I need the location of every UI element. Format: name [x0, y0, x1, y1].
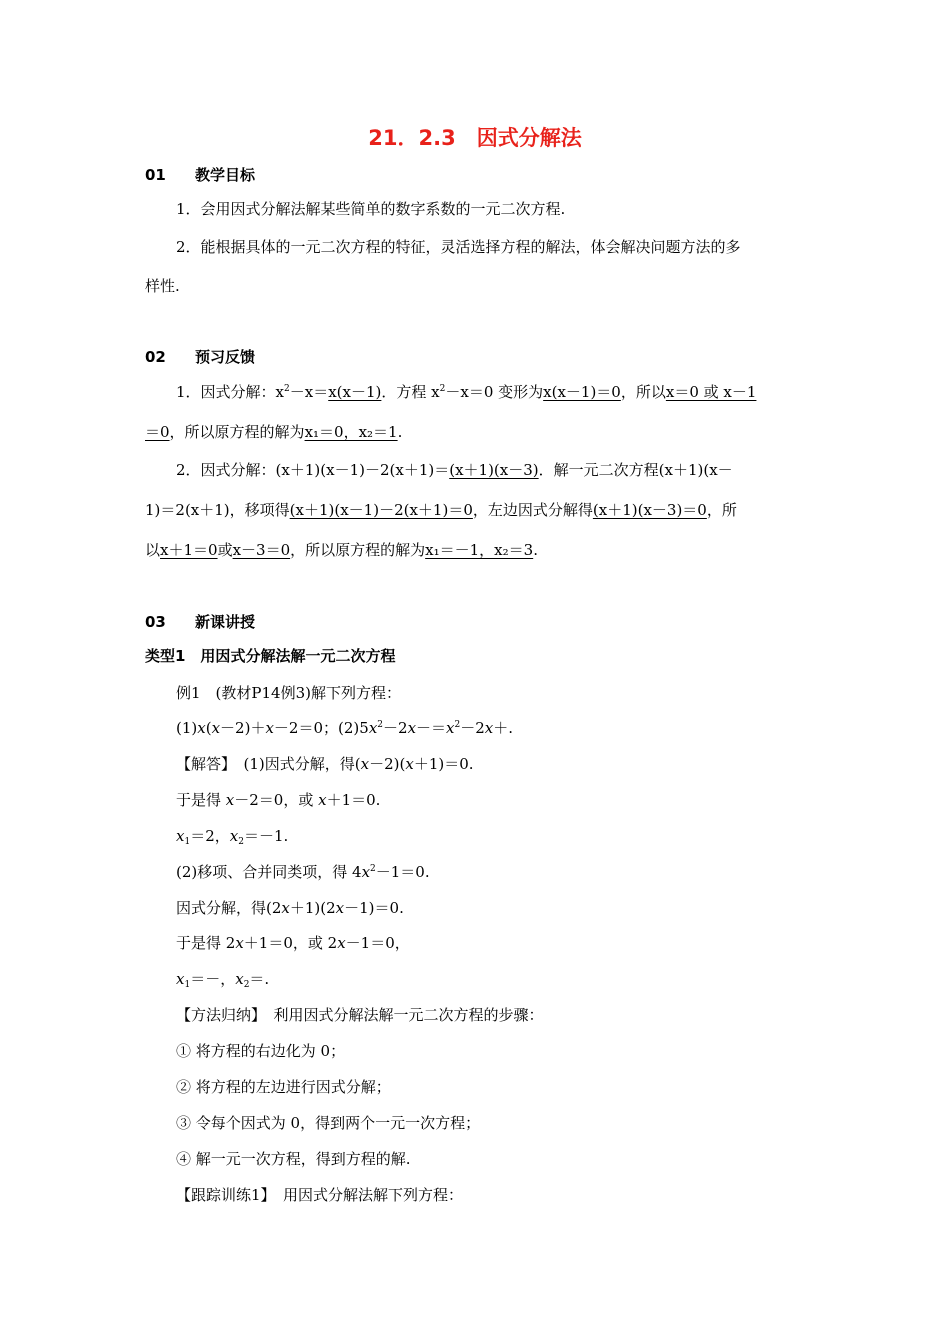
section-name: 教学目标 [195, 166, 256, 184]
answer-line-7: $x_1=-$，$x_2=$. [176, 970, 270, 990]
preview-1-line-2: ＝0，所以原方程的解为x₁＝0，x₂＝1. [145, 423, 403, 441]
answer-line-4: (2)移项、合并同类项，得 $4x^2-1=0$. [176, 863, 430, 881]
preview-2-line-3: 以x＋1＝0或x－3＝0，所以原方程的解为x₁＝－1，x₂＝3. [145, 541, 538, 559]
answer-blank: x₁＝0，x₂＝1 [304, 423, 398, 441]
type-heading: 类型1 用因式分解法解一元二次方程 [145, 647, 396, 665]
preview-2-line-1: 2．因式分解：(x＋1)(x－1)－2(x＋1)＝(x＋1)(x－3)．解一元二次方程(x＋1)(x－ [176, 461, 733, 479]
answer-blank: (x＋1)(x－3) [449, 461, 539, 479]
answer-line-5: 因式分解，得(2x＋1)(2x－1)＝0. [176, 899, 404, 917]
goal-1: 1．会用因式分解法解某些简单的数字系数的一元二次方程. [176, 200, 566, 218]
answer-line-1: 【解答】 (1)因式分解，得(x－2)(x＋1)＝0. [176, 755, 474, 773]
section-name: 新课讲授 [195, 613, 256, 631]
answer-blank: x－3＝0 [232, 541, 291, 559]
answer-blank: x(x－1) [328, 383, 382, 401]
section-number: 02 [145, 348, 166, 366]
section-heading-goals [145, 164, 255, 185]
method-step-4: ④ 解一元一次方程，得到方程的解. [176, 1150, 411, 1168]
preview-2-line-2: 1)＝2(x＋1)，移项得(x＋1)(x－1)－2(x＋1)＝0，左边因式分解得(x＋1)(x－3)＝0，所 [145, 501, 737, 519]
answer-blank: (x＋1)(x－3)＝0 [592, 501, 707, 519]
page-title: 21．2.3 因式分解法 [368, 126, 582, 150]
method-summary: 【方法归纳】 利用因式分解法解一元二次方程的步骤： [176, 1006, 544, 1024]
answer-blank: x＝0 或 x－1 [665, 383, 757, 401]
section-heading-lesson [145, 611, 255, 632]
goal-2-line-1: 2．能根据具体的一元二次方程的特征，灵活选择方程的解法，体会解决问题方法的多 [176, 238, 741, 256]
answer-label: 【解答】 [176, 755, 229, 773]
section-number: 01 [145, 166, 166, 184]
section-number: 03 [145, 613, 166, 631]
section-heading-preview [145, 346, 255, 367]
answer-line-3: $x_1=2$，$x_2=-1$. [176, 827, 289, 847]
answer-line-2: 于是得 x－2＝0，或 x＋1＝0. [176, 791, 381, 809]
section-name: 预习反馈 [195, 348, 256, 366]
example-1-title: 例1 (教材P14例3)解下列方程： [176, 684, 401, 702]
answer-blank: x₁＝－1，x₂＝3 [425, 541, 534, 559]
answer-blank: (x＋1)(x－1)－2(x＋1)＝0 [289, 501, 473, 519]
method-step-3: ③ 令每个因式为 0，得到两个一元一次方程； [176, 1114, 481, 1132]
example-1-equations: (1)x(x－2)＋x－2＝0；$(2)5x^2-2x-=x^2-2x+$. [176, 719, 514, 737]
answer-blank: ＝0 [145, 423, 170, 441]
answer-blank: x＋1＝0 [160, 541, 218, 559]
goal-2-line-2: 样性. [145, 277, 180, 295]
method-step-1: ① 将方程的右边化为 0； [176, 1042, 346, 1060]
tracking-exercise: 【跟踪训练1】 用因式分解法解下列方程： [176, 1186, 464, 1204]
method-step-2: ② 将方程的左边进行因式分解； [176, 1078, 391, 1096]
answer-blank: x(x－1)＝0 [543, 383, 621, 401]
preview-1-line-1: 1．因式分解：$x^2-x=x(x-1)$．方程 $x^2-x=0$ 变形为x(x－1)＝0，所以x＝0 或 x－1 [176, 383, 757, 401]
tracking-label: 【跟踪训练1】 [176, 1186, 269, 1204]
answer-line-6: 于是得 2x＋1＝0，或 2x－1＝0， [176, 934, 410, 952]
